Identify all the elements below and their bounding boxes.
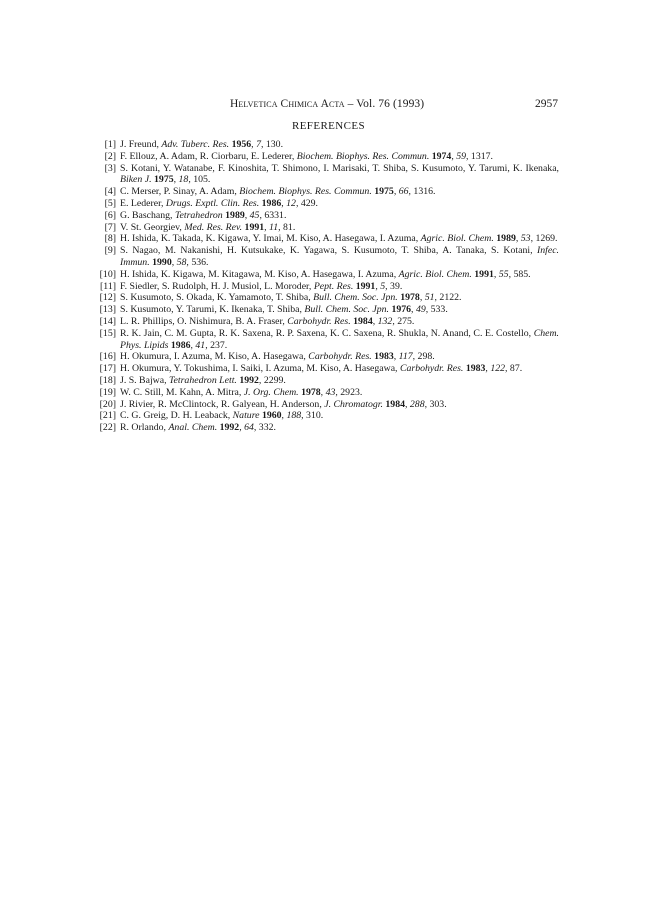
reference-authors: E. Lederer, [120, 197, 166, 209]
reference-journal: Bull. Chem. Soc. Jpn. [304, 304, 389, 316]
running-head [230, 98, 424, 110]
reference-authors: S. Kusumoto, Y. Tarumi, K. Ikenaka, T. Shiba, [120, 304, 305, 316]
reference-journal: Bull. Chem. Soc. Jpn. [313, 292, 398, 304]
reference-volume: 12 [286, 197, 296, 209]
reference-year: 1990 [152, 256, 172, 268]
reference-volume: 49 [415, 304, 426, 316]
reference-number: [15] [99, 327, 116, 339]
reference-number: [18] [99, 374, 116, 386]
reference-pages: , 237. [205, 339, 228, 351]
reference-pages: , 298. [412, 351, 435, 363]
reference-item: [11] F. Siedler, S. Rudolph, H. J. Musiol, L. Moroder, Pept. Res. 1991, 5, 39. [100, 280, 403, 292]
reference-item: [10] H. Ishida, K. Kigawa, M. Kitagawa, M. Kiso, A. Hasegawa, I. Azuma, Agric. Biol. Chem. 1991, 55, 585. [99, 268, 531, 280]
reference-journal: Infec. Immun. [120, 245, 559, 268]
reference-journal: Nature [232, 410, 260, 422]
reference-pages: , 87. [505, 363, 523, 375]
reference-pages: , 585. [508, 268, 531, 280]
reference-item: [17] H. Okumura, Y. Tokushima, I. Saiki, I. Azuma, M. Kiso, A. Hasegawa, Carbohydr. Res. 1983, 122, 87. [99, 363, 523, 375]
reference-item: [6] G. Baschang, Tetrahedron 1989, 45, 6331. [99, 210, 559, 222]
reference-year: 1992 [219, 422, 240, 434]
reference-pages: , 6331. [259, 209, 287, 221]
reference-pages: , 105. [188, 174, 211, 186]
reference-authors: F. Ellouz, A. Adam, R. Ciorbaru, E. Lederer, [120, 150, 297, 162]
reference-journal: Carbohydr. Res. [399, 363, 464, 375]
reference-volume: 51 [424, 292, 435, 304]
reference-item: [8] H. Ishida, K. Takada, K. Kigawa, Y. Imai, M. Kiso, A. Hasegawa, I. Azuma, Agric. Biol. Chem. 1989, 53, 1269. [99, 233, 559, 245]
reference-volume: 53 [520, 233, 531, 245]
reference-volume: 55 [498, 268, 509, 280]
reference-authors: R. Orlando, [120, 422, 169, 434]
reference-pages: , 303. [424, 398, 447, 410]
reference-item: [9] S. Nagao, M. Nakanishi, H. Kutsukake, K. Yagawa, S. Kusumoto, T. Shiba, A. Tanaka, S. Kotani, Infec. Immun. 1990, 58, 536. [99, 245, 559, 269]
reference-year: 1975 [374, 186, 394, 198]
reference-authors: R. K. Jain, C. M. Gupta, R. K. Saxena, R. P. Saxena, K. C. Saxena, R. Shukla, N. Anand, C. E. Costello, [120, 327, 534, 339]
reference-item: [19] W. C. Still, M. Kahn, A. Mitra, J. Org. Chem. 1978, 43, 2923. [99, 386, 363, 398]
reference-year: 1989 [225, 209, 245, 221]
reference-year: 1984 [385, 398, 405, 410]
reference-volume: 7 [256, 139, 261, 150]
reference-item: [2] F. Ellouz, A. Adam, R. Ciorbaru, E. Lederer, Biochem. Biophys. Res. Commun. 1974, 59, 1317. [99, 151, 559, 163]
reference-pages: , 429. [295, 197, 318, 209]
reference-pages: , 2923. [335, 386, 363, 398]
reference-year: 1976 [391, 304, 412, 316]
reference-item: [4] C. Merser, P. Sinay, A. Adam, Biochem. Biophys. Res. Commun. 1975, 66, 1316. [99, 186, 559, 198]
reference-number: [19] [99, 386, 116, 398]
reference-journal: Biochem. Biophys. Res. Commun. [239, 186, 372, 198]
reference-item [99, 375, 559, 387]
reference-year: 1984 [353, 315, 373, 327]
page-number: 2957 [535, 98, 558, 110]
reference-authors: V. St. Georgiev, [120, 221, 185, 233]
reference-journal: Drugs. Exptl. Clin. Res. [165, 197, 260, 209]
reference-year: 1978 [301, 386, 321, 398]
reference-pages: , 1269. [530, 233, 558, 245]
reference-year: 1975 [154, 174, 174, 186]
reference-journal: J. Chromatogr. [324, 398, 383, 410]
reference-volume: 117 [398, 351, 413, 363]
reference-pages: , 1316. [408, 186, 436, 198]
reference-number: [2] [104, 150, 116, 162]
reference-item: [16] H. Okumura, I. Azuma, M. Kiso, A. Hasegawa, Carbohydr. Res. 1983, 117, 298. [99, 351, 435, 363]
reference-year: 1991 [244, 221, 265, 233]
reference-year: 1978 [400, 292, 420, 304]
reference-authors: H. Ishida, K. Takada, K. Kigawa, Y. Imai, M. Kiso, A. Hasegawa, I. Azuma, [120, 233, 421, 245]
reference-item: [7] V. St. Georgiev, Med. Res. Rev. 1991, 11, 81. [99, 222, 559, 234]
reference-authors: C. G. Greig, D. H. Leaback, [120, 410, 233, 422]
reference-number: [3] [104, 162, 116, 174]
reference-journal: Agric. Biol. Chem. [398, 268, 472, 280]
reference-authors: H. Okumura, Y. Tokushima, I. Saiki, I. Azuma, M. Kiso, A. Hasegawa, [120, 363, 400, 375]
reference-volume: 59 [456, 150, 467, 162]
reference-authors: S. Kusumoto, S. Okada, K. Yamamoto, T. Shiba, [120, 292, 314, 304]
reference-item: [12] S. Kusumoto, S. Okada, K. Yamamoto, T. Shiba, Bull. Chem. Soc. Jpn. 1978, 51, 2122. [99, 292, 462, 304]
reference-item: [13] S. Kusumoto, Y. Tarumi, K. Ikenaka, T. Shiba, Bull. Chem. Soc. Jpn. 1976, 49, 533. [99, 304, 448, 316]
reference-volume: 288 [409, 398, 425, 410]
journal-name: Helvetica Chimica Acta [230, 98, 345, 110]
reference-year: 1992 [239, 374, 259, 386]
reference-journal: Chem. Phys. Lipids [120, 327, 559, 351]
reference-journal: Tetrahedron [174, 209, 223, 221]
reference-journal: Carbohydr. Res. [308, 351, 372, 363]
reference-volume: 66 [398, 186, 409, 198]
reference-number: [12] [99, 292, 116, 304]
reference-journal: Agric. Biol. Chem. [420, 233, 494, 245]
volume-info: – Vol. 76 (1993) [344, 98, 425, 110]
reference-item: [15] R. K. Jain, C. M. Gupta, R. K. Saxena, R. P. Saxena, K. C. Saxena, R. Shukla, N. Anand, C. E. Costello, Chem. Phys. Lipids 1986, 41, 237. [99, 327, 559, 351]
reference-item: [5] E. Lederer, Drugs. Exptl. Clin. Res. 1986, 12, 429. [99, 198, 559, 210]
reference-authors: H. Okumura, I. Azuma, M. Kiso, A. Hasegawa, [120, 351, 309, 363]
reference-volume: 18 [178, 174, 189, 186]
reference-journal: Tetrahedron Lett. [169, 374, 237, 386]
reference-pages: , 2299. [258, 374, 286, 386]
reference-number: [7] [104, 221, 116, 233]
reference-number: [16] [99, 351, 116, 363]
reference-authors: S. Nagao, M. Nakanishi, H. Kutsukake, K. Yagawa, S. Kusumoto, T. Shiba, A. Tanaka, S. Kotani, [120, 245, 537, 257]
reference-number: [11] [100, 280, 116, 292]
reference-pages: , 536. [186, 256, 209, 268]
reference-authors: C. Merser, P. Sinay, A. Adam, [120, 186, 240, 198]
reference-journal: Biken J. [120, 174, 152, 186]
reference-journal: Anal. Chem. [168, 422, 218, 434]
reference-number: [5] [104, 197, 116, 209]
reference-number: [10] [99, 268, 116, 280]
reference-volume: 64 [244, 422, 254, 434]
reference-volume: 43 [325, 386, 336, 398]
reference-number: [9] [104, 245, 116, 257]
reference-year: 1991 [474, 268, 494, 280]
reference-pages: , 310. [301, 410, 324, 422]
reference-authors: J. S. Bajwa, [120, 374, 169, 386]
reference-pages: , 1317. [466, 150, 493, 162]
reference-pages: , 332. [253, 422, 276, 434]
reference-year: 1986 [261, 197, 282, 209]
reference-year: 1956 [231, 139, 252, 150]
reference-year: 1991 [355, 280, 376, 292]
reference-number: [20] [99, 398, 116, 410]
reference-authors: G. Baschang, [120, 209, 175, 221]
reference-authors: W. C. Still, M. Kahn, A. Mitra, [120, 386, 244, 398]
reference-volume: 188 [286, 410, 302, 422]
reference-journal: J. Org. Chem. [243, 386, 299, 398]
reference-pages: , 39. [385, 280, 403, 292]
reference-journal: Med. Res. Rev. [184, 221, 243, 233]
reference-journal: Biochem. Biophys. Res. Commun. [296, 150, 430, 162]
reference-item: [3] S. Kotani, Y. Watanabe, F. Kinoshita, T. Shimono, I. Marisaki, T. Shiba, S. Kusumoto, Y. Tarumi, K. Ikenaka, Biken J. 1975, 18, 105. [99, 163, 559, 187]
reference-pages: , 275. [392, 315, 415, 327]
reference-authors: L. R. Phillips, O. Nishimura, B. A. Fraser, [120, 315, 288, 327]
reference-item: [14] L. R. Phillips, O. Nishimura, B. A. Fraser, Carbohydr. Res. 1984, 132, 275. [99, 315, 415, 327]
reference-authors: J. Rivier, R. McClintock, R. Galyean, H. Anderson, [120, 398, 325, 410]
reference-pages: , 81. [278, 221, 296, 233]
reference-number: [14] [99, 315, 116, 327]
reference-number: [8] [104, 233, 116, 245]
reference-list [99, 139, 559, 434]
reference-number: [22] [99, 422, 116, 434]
reference-journal: Adv. Tuberc. Res. [161, 139, 230, 150]
reference-year: 1960 [261, 410, 282, 422]
reference-journal: Carbohydr. Res. [287, 315, 351, 327]
reference-year: 1983 [374, 351, 394, 363]
reference-volume: 5 [380, 280, 386, 292]
reference-number: [21] [99, 410, 116, 422]
reference-year: 1989 [496, 233, 516, 245]
reference-authors: J. Freund, [120, 139, 162, 150]
reference-item: [22] R. Orlando, Anal. Chem. 1992, 64, 332. [99, 422, 276, 434]
reference-pages: , 130. [260, 139, 284, 150]
reference-journal: Pept. Res. [313, 280, 354, 292]
reference-year: 1983 [465, 363, 486, 375]
reference-volume: 45 [249, 209, 260, 221]
reference-authors: F. Siedler, S. Rudolph, H. J. Musiol, L. Moroder, [120, 280, 314, 292]
reference-pages: , 2122. [434, 292, 462, 304]
reference-volume: 41 [195, 339, 206, 351]
reference-number: [13] [99, 304, 116, 316]
reference-authors: S. Kotani, Y. Watanabe, F. Kinoshita, T. Shimono, I. Marisaki, T. Shiba, S. Kusumoto, Y. Tarumi, K. Ikenaka, [120, 162, 559, 174]
reference-number: [4] [104, 186, 116, 198]
reference-pages: , 533. [425, 304, 448, 316]
reference-volume: 132 [377, 315, 393, 327]
reference-authors: H. Ishida, K. Kigawa, M. Kitagawa, M. Kiso, A. Hasegawa, I. Azuma, [120, 268, 399, 280]
reference-item: [1] J. Freund, Adv. Tuberc. Res. 1956, 7, 130. [99, 139, 559, 151]
reference-volume: 11 [269, 221, 279, 233]
reference-item: [21] C. G. Greig, D. H. Leaback, Nature 1960, 188, 310. [99, 410, 324, 422]
reference-number: [17] [99, 363, 116, 375]
reference-year: 1974 [431, 150, 452, 162]
reference-number: [6] [104, 209, 116, 221]
reference-year: 1986 [170, 339, 191, 351]
reference-item: [20] J. Rivier, R. McClintock, R. Galyean, H. Anderson, J. Chromatogr. 1984, 288, 303. [99, 398, 447, 410]
reference-volume: 122 [490, 363, 506, 375]
reference-volume: 58 [176, 256, 187, 268]
reference-number: [1] [104, 139, 116, 150]
section-title: REFERENCES [291, 120, 366, 132]
